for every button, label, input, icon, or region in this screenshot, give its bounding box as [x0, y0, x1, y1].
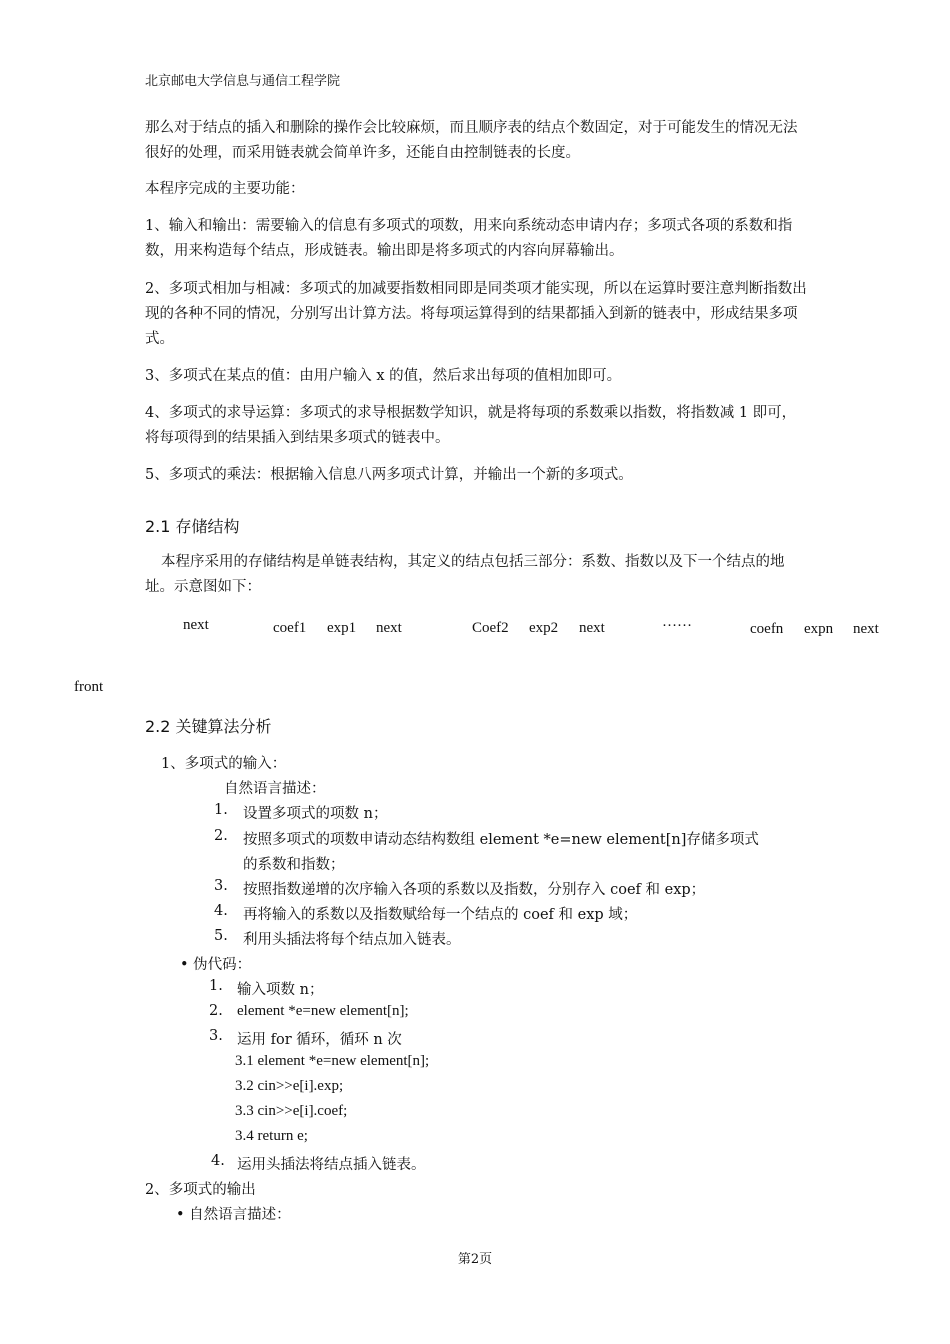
step-number: 1. — [214, 802, 228, 818]
ellipsis: …… — [662, 614, 692, 630]
code-step-text: 运用头插法将结点插入链表。 — [237, 1157, 426, 1173]
natural-language-label: 自然语言描述： — [224, 781, 326, 797]
node2-exp: exp2 — [529, 620, 559, 636]
pseudocode-label: • 伪代码： — [180, 957, 252, 973]
section-2-1-title: 2.1 存储结构 — [145, 517, 240, 536]
step-number: 3. — [214, 878, 228, 894]
code-substep: 3.4 return e; — [235, 1128, 308, 1144]
code-substep: 3.3 cin>>e[i].coef; — [235, 1103, 348, 1119]
step-text: 利用头插法将每个结点加入链表。 — [243, 932, 461, 948]
noden-coef: coefn — [750, 621, 784, 637]
head-next-label: next — [183, 617, 209, 633]
page-header: 北京邮电大学信息与通信工程学院 — [145, 74, 341, 89]
feature-3: 3、多项式在某点的值：由用户输入 x 的值，然后求出每项的值相加即可。 — [145, 368, 622, 384]
node1-next: next — [376, 620, 402, 636]
code-substep: 3.1 element *e=new element[n]; — [235, 1053, 430, 1069]
node1-exp: exp1 — [327, 620, 357, 636]
noden-exp: expn — [804, 621, 834, 637]
step-text-continued: 的系数和指数； — [243, 857, 345, 873]
step-text: 设置多项式的项数 n； — [243, 806, 388, 822]
code-step-text: element *e=new element[n]; — [237, 1003, 409, 1019]
feature-2: 2、多项式相加与相减：多项式的加减要指数相同即是同类项才能实现，所以在运算时要注意判断指数出现的各种不同的情况，分别写出计算方法。将每项运算得到的结果都插入到新的链表中，形成结果多项式。 — [145, 281, 807, 347]
section-2-1-body: 本程序采用的存储结构是单链表结构，其定义的结点包括三部分：系数、指数以及下一个结点的地址。示意图如下： — [145, 554, 785, 595]
output-nl-label: • 自然语言描述： — [176, 1207, 291, 1223]
intro-paragraph-2: 本程序完成的主要功能： — [145, 181, 305, 197]
intro-paragraph-1: 那么对于结点的插入和删除的操作会比较麻烦，而且顺序表的结点个数固定，对于可能发生的情况无法很好的处理，而采用链表就会简单许多，还能自由控制链表的长度。 — [145, 120, 798, 161]
feature-4: 4、多项式的求导运算：多项式的求导根据数学知识，就是将每项的系数乘以指数，将指数减 1 即可，将每项得到的结果插入到结果多项式的链表中。 — [145, 405, 797, 446]
code-step-number: 2. — [209, 1003, 223, 1019]
front-label: front — [74, 679, 104, 695]
node2-next: next — [579, 620, 605, 636]
step-number: 5. — [214, 928, 228, 944]
feature-1: 1、输入和输出：需要输入的信息有多项式的项数，用来向系统动态申请内存；多项式各项的系数和指数，用来构造每个结点，形成链表。输出即是将多项式的内容向屏幕输出。 — [145, 218, 793, 259]
step-text: 按照指数递增的次序输入各项的系数以及指数，分别存入 coef 和 exp； — [243, 882, 706, 898]
output-heading: 2、多项式的输出 — [145, 1182, 256, 1198]
code-step-text: 运用 for 循环，循环 n 次 — [237, 1032, 402, 1048]
code-step-number: 4. — [211, 1153, 225, 1169]
step-text: 按照多项式的项数申请动态结构数组 element *e=new element[n]存储多项式 — [243, 832, 759, 848]
feature-5: 5、多项式的乘法：根据输入信息八两多项式计算，并输出一个新的多项式。 — [145, 467, 633, 483]
step-number: 2. — [214, 828, 228, 844]
code-step-number: 3. — [209, 1028, 223, 1044]
node1-coef: coef1 — [273, 620, 307, 636]
section-2-2-title: 2.2 关键算法分析 — [145, 717, 272, 736]
input-heading: 1、多项式的输入： — [161, 756, 287, 772]
node2-coef: Coef2 — [472, 620, 509, 636]
page-number: 第2页 — [457, 1252, 493, 1267]
step-text: 再将输入的系数以及指数赋给每一个结点的 coef 和 exp 域； — [243, 907, 638, 923]
noden-next: next — [853, 621, 879, 637]
code-substep: 3.2 cin>>e[i].exp; — [235, 1078, 344, 1094]
code-step-text: 输入项数 n； — [237, 982, 324, 998]
step-number: 4. — [214, 903, 228, 919]
code-step-number: 1. — [209, 978, 223, 994]
